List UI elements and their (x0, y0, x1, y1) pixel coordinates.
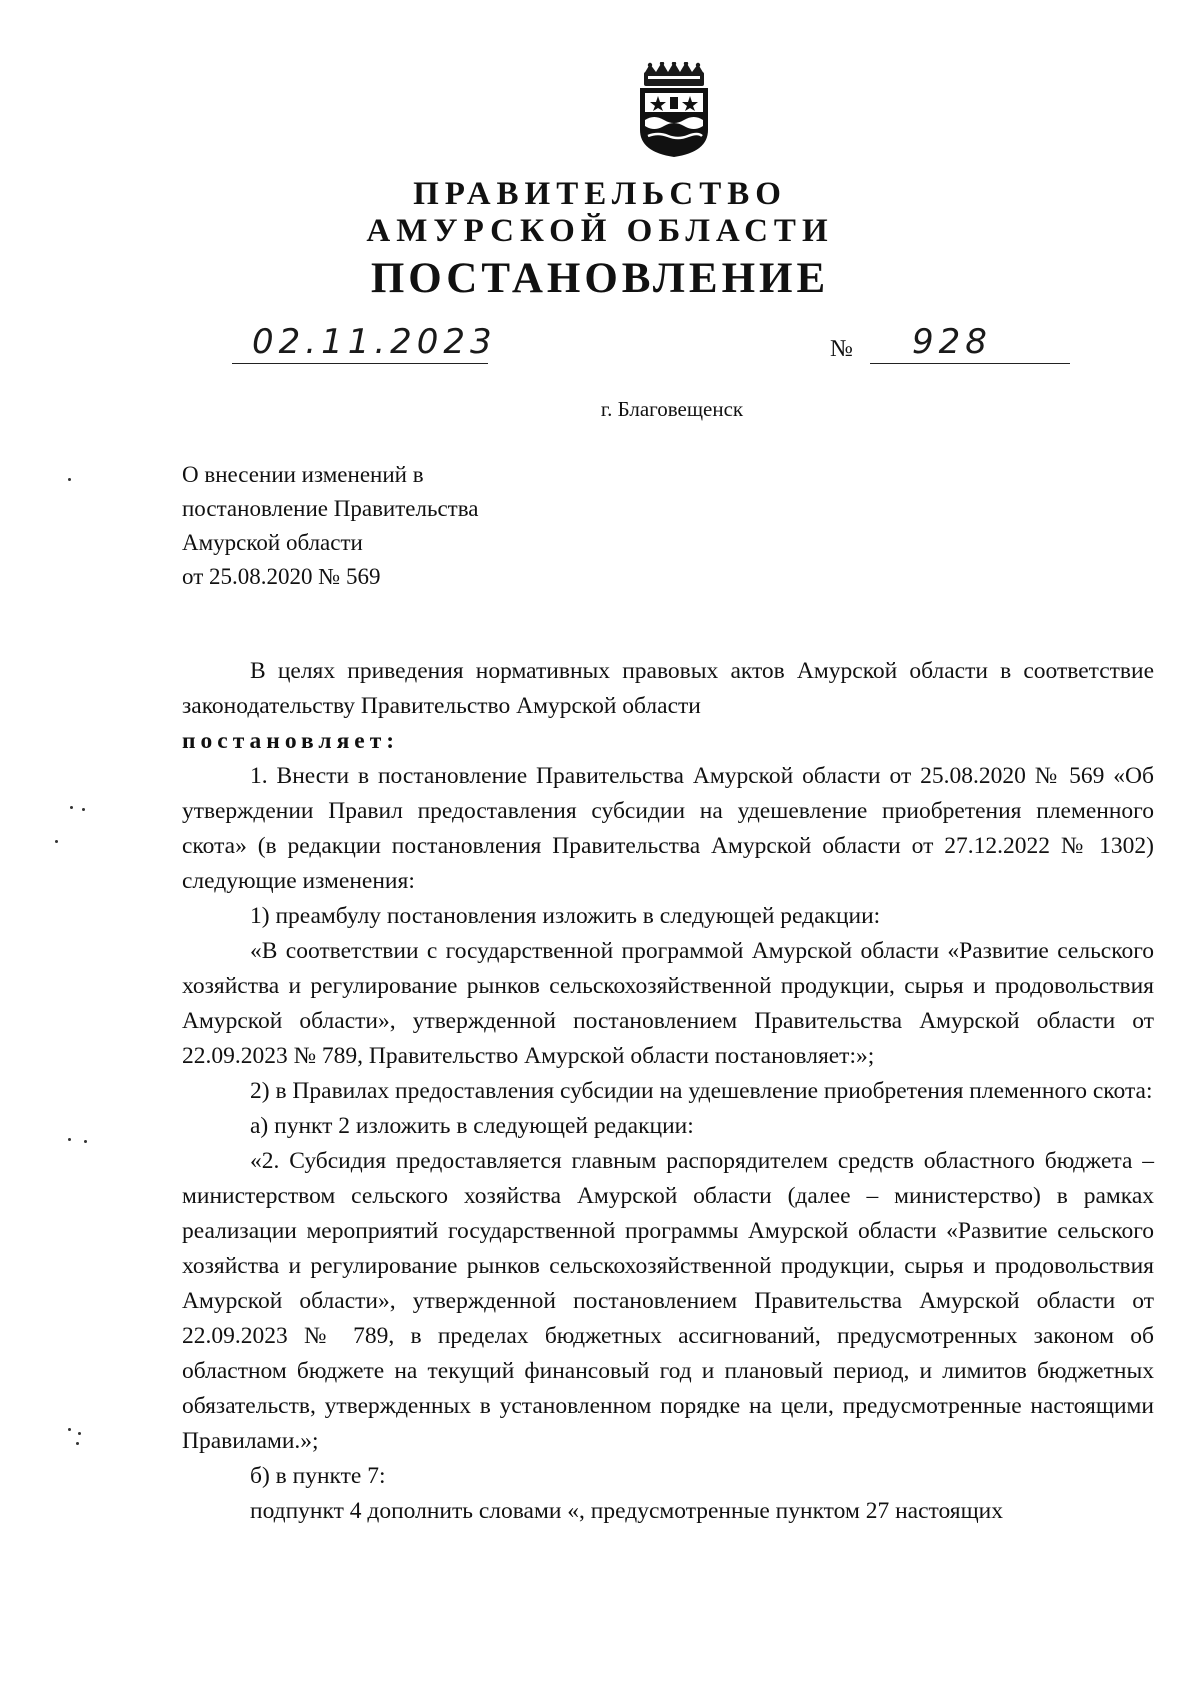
scan-artifact (70, 806, 73, 809)
scan-artifact (84, 1140, 87, 1143)
number-sign: № (830, 336, 853, 362)
subpoint-4-amendment: подпункт 4 дополнить словами «, предусмотренные пунктом 27 настоящих (250, 1498, 1003, 1524)
scan-artifact (68, 1428, 71, 1431)
title-line: от 25.08.2020 № 569 (182, 564, 381, 589)
title-line: постановление Правительства (182, 496, 479, 521)
scan-artifact (82, 808, 85, 811)
paragraph-1: 1. Внести в постановление Правительства Амурской области от 25.08.2020 № 569 «Об утверждении Правил предоставления субсидии на удешевление приобретения племенного скота» (в редакции постановления Правительства Амурской области от 27.12.2022 № 1302) следующие изменения: (182, 763, 1154, 894)
handwritten-date: 02.11.2023 (252, 322, 497, 362)
date-underline (232, 363, 488, 364)
number-underline (870, 363, 1070, 364)
decrees-word: постановляет: (182, 728, 400, 754)
document-title (182, 458, 479, 594)
city-label: г. Благовещенск (600, 397, 744, 421)
title-line: Амурской области (182, 530, 363, 555)
document-type-heading: ПОСТАНОВЛЕНИЕ (370, 255, 830, 302)
scan-artifact (68, 1138, 71, 1141)
scan-artifact (68, 478, 71, 481)
region-heading: АМУРСКОЙ ОБЛАСТИ (366, 213, 834, 249)
handwritten-number: 928 (912, 322, 992, 362)
preamble-paragraph: В целях приведения нормативных правовых актов Амурской области в соответствие законодательству Правительство Амурской области (182, 658, 1154, 719)
title-line: О внесении изменений в (182, 462, 424, 487)
scan-artifact (55, 840, 58, 843)
scan-artifact (76, 1442, 79, 1445)
subparagraph-a: а) пункт 2 изложить в следующей редакции: (250, 1113, 694, 1139)
quoted-clause-2: «2. Субсидия предоставляется главным распорядителем средств областного бюджета – министерством сельского хозяйства Амурской области (далее – министерство) в рамках реализации мероприятий государственной программы Амурской области «Развитие сельского хозяйства и регулирование рынков сельскохозяйственной продукции, сырья и продовольствия Амурской области», утвержденной постановлением Правительства Амурской области от 22.09.2023 № 789, в пределах бюджетных ассигнований, предусмотренных законом об областном бюджете на текущий финансовый год и плановый период, и лимитов бюджетных обязательств, утвержденных в установленном порядке на цели, предусмотренные настоящими Правилами.»; (182, 1148, 1154, 1454)
subparagraph-b: б) в пункте 7: (250, 1463, 386, 1489)
government-heading: ПРАВИТЕЛЬСТВО (413, 176, 787, 212)
paragraph-1-2: 2) в Правилах предоставления субсидии на удешевление приобретения племенного скота: (250, 1078, 1153, 1104)
scan-artifact (78, 1432, 81, 1435)
quoted-preamble: «В соответствии с государственной программой Амурской области «Развитие сельского хозяйства и регулирование рынков сельскохозяйственной продукции, сырья и продовольствия Амурской области», утвержденной постановлением Правительства Амурской области от 22.09.2023 № 789, Правительство Амурской области постановляет:»; (182, 938, 1154, 1069)
paragraph-1-1: 1) преамбулу постановления изложить в следующей редакции: (250, 903, 881, 929)
amur-region-emblem (636, 62, 712, 158)
document-body (182, 654, 1154, 1529)
